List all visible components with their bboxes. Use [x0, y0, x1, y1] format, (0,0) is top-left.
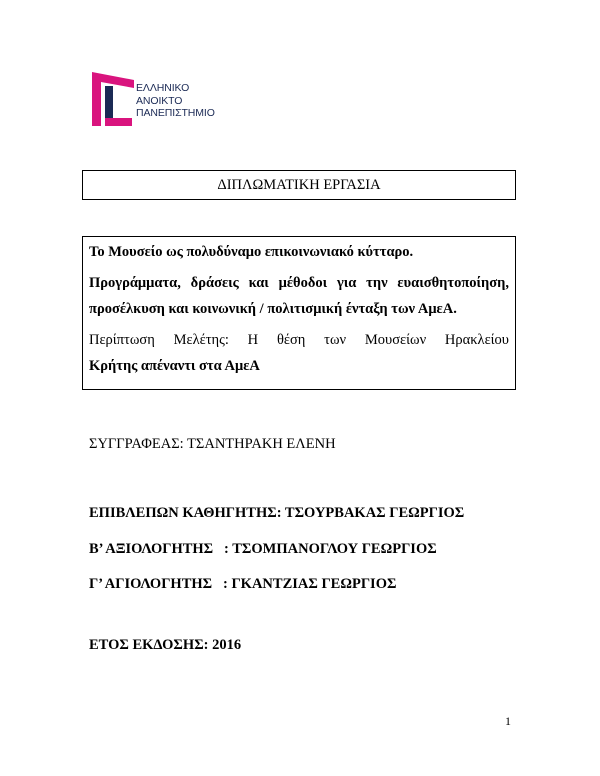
thesis-subtitle — [89, 270, 509, 322]
logo-line-2: ΑΝΟΙΚΤΟ — [136, 94, 183, 107]
case-study-line-1: Περίπτωση Μελέτης: Η θέση των Μουσείων Ηρακλείου — [89, 332, 509, 348]
university-logo-text — [136, 82, 215, 120]
second-examiner-line: Β’ ΑΞΙΟΛΟΓΗΤΗΣ : ΤΣΟΜΠΑΝΟΓΛΟΥ ΓΕΩΡΓΙΟΣ — [89, 541, 437, 557]
document-type-label: ΔΙΠΛΩΜΑΤΙΚΗ ΕΡΓΑΣΙΑ — [217, 176, 381, 193]
page-number: 1 — [505, 714, 511, 728]
case-study — [89, 327, 509, 379]
logo-line-3: ΠΑΝΕΠΙΣΤΗΜΙΟ — [136, 107, 215, 120]
thesis-title: Το Μουσείο ως πολυδύναμο επικοινωνιακό κύτταρο. — [89, 244, 414, 260]
document-type-box — [82, 170, 516, 200]
thesis-subtitle-line-1: Προγράμματα, δράσεις και μέθοδοι για την ευαισθητοποίηση, — [89, 275, 509, 291]
university-logo-mark-icon — [88, 70, 136, 132]
thesis-subject-box — [82, 236, 516, 390]
case-study-line-2: Κρήτης απέναντι στα ΑμεΑ — [89, 358, 260, 374]
university-logo — [88, 70, 228, 132]
publication-year-line: ΕΤΟΣ ΕΚΔΟΣΗΣ: 2016 — [89, 637, 242, 653]
supervisor-line: ΕΠΙΒΛΕΠΩΝ ΚΑΘΗΓΗΤΗΣ: ΤΣΟΥΡΒΑΚΑΣ ΓΕΩΡΓΙΟΣ — [89, 505, 465, 521]
third-examiner-line: Γ’ ΑΓΙΟΛΟΓΗΤΗΣ : ΓΚΑΝΤΖΙΑΣ ΓΕΩΡΓΙΟΣ — [89, 576, 397, 592]
logo-line-1: ΕΛΛΗΝΙΚΟ — [136, 82, 190, 94]
author-line: ΣΥΓΓΡΑΦΕΑΣ: ΤΣΑΝΤΗΡΑΚΗ ΕΛΕΝΗ — [89, 436, 336, 452]
thesis-subtitle-line-2: προσέλκυση και κοινωνική / πολιτισμική ένταξη των ΑμεΑ. — [89, 301, 457, 317]
